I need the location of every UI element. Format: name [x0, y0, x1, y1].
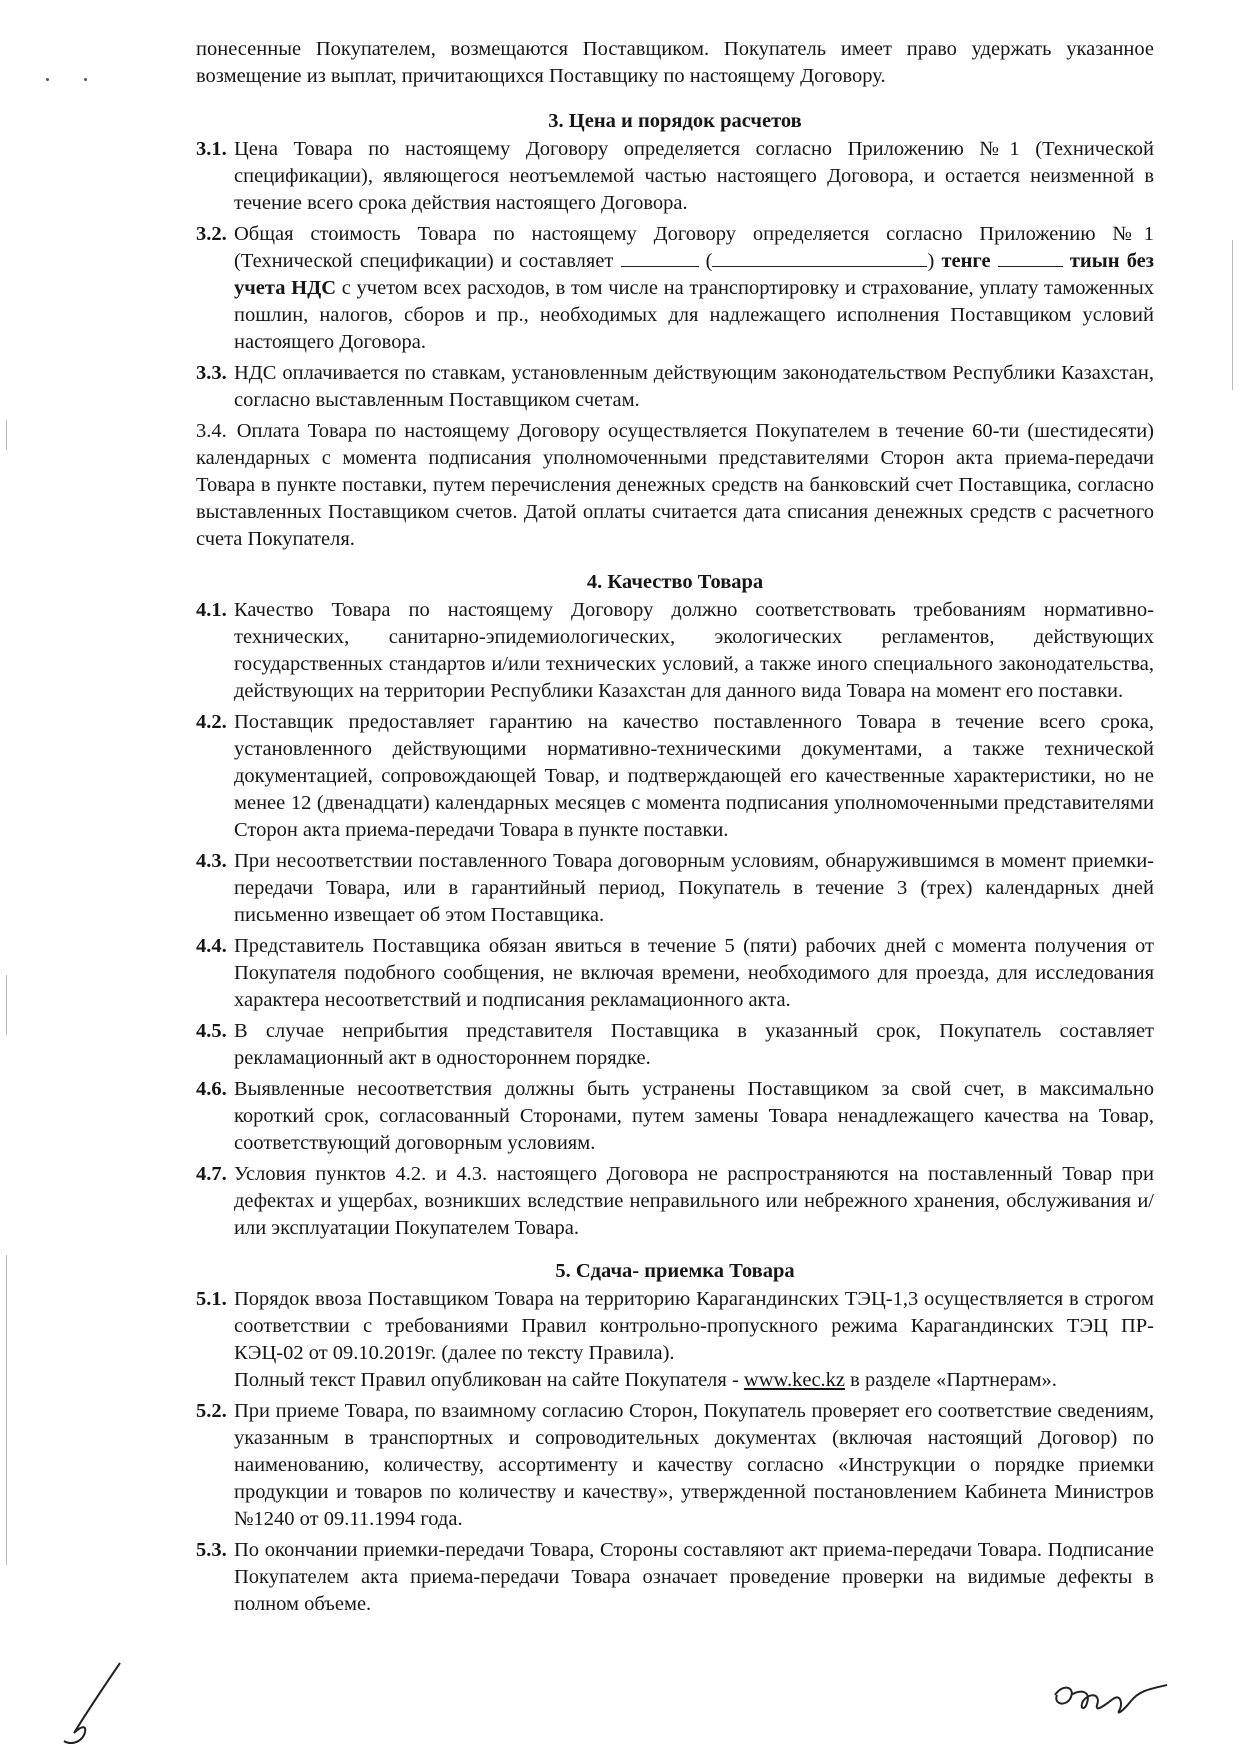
clause-text: Порядок ввоза Поставщиком Товара на территорию Карагандинских ТЭЦ-1,3 осуществляется в строгом соответствии с требованиями Правил контрольно-пропускного режима Карагандинских ТЭЦ ПР-КЭЦ-02 от 09.10.2019г. (далее по тексту Правила). — [234, 1288, 1154, 1364]
clause-text: Поставщик предоставляет гарантию на качество поставленного Товара в течение всего срока, установленного действующими нормативно-техническими документами, а также технической документацией, сопровождающей Товар, и подтверждающей его качественные характеристики, но не менее 12 (двенадцати) календарных месяцев с момента подписания уполномоченными представителями Сторон акта приема-передачи Товара в пункте поставки. — [234, 711, 1154, 841]
scan-dot — [84, 78, 87, 81]
scan-dot — [46, 78, 49, 81]
clause-number: 3.4. — [196, 420, 227, 442]
clause-4-6 — [196, 1076, 1154, 1157]
clause-4-7 — [196, 1161, 1154, 1242]
clause-text-cont: с учетом всех расходов, в том числе на транспортировку и страхование, уплату таможенных пошлин, налогов, сборов и пр., необходимых для надлежащего исполнения Поставщиком условий настоящего Договора. — [234, 277, 1154, 353]
clause-text: Условия пунктов 4.2. и 4.3. настоящего Договора не распространяются на поставленный Товар при дефектах и ущербах, возникших вследствие неправильного или небрежного хранения, обслуживания и/или эксплуатации Покупателем Товара. — [234, 1163, 1154, 1239]
clause-text: При несоответствии поставленного Товара договорным условиям, обнаружившимся в момент приемки-передачи Товара, или в гарантийный период, Покупатель в течение 3 (трех) календарных дней письменно извещает об этом Поставщика. — [234, 850, 1154, 926]
signature-left — [60, 1655, 130, 1750]
clause-4-1 — [196, 597, 1154, 705]
section-title: 3. Цена и порядок расчетов — [548, 110, 802, 132]
note-text: Полный текст Правил опубликован на сайте Покупателя - — [234, 1369, 739, 1391]
clause-number: 4.7. — [196, 1163, 227, 1185]
vat-note: тиын без учета НДС — [234, 250, 1155, 299]
clause-number: 4.5. — [196, 1020, 227, 1042]
clause-text: В случае неприбытия представителя Поставщика в указанный срок, Покупатель составляет рекламационный акт в одностороннем порядке. — [234, 1020, 1154, 1069]
clause-5-2 — [196, 1398, 1154, 1533]
clause-number: 3.1. — [196, 138, 227, 160]
section-title: 4. Качество Товара — [586, 571, 764, 593]
website-link[interactable]: www.kec.kz — [743, 1369, 846, 1391]
clause-3-3 — [196, 360, 1154, 414]
clause-note — [234, 1367, 1154, 1394]
clause-text: Общая стоимость Товара по настоящему Договору определяется согласно Приложению №1 (Технической спецификации) и составляет — [234, 223, 1154, 272]
amount-words-blank — [712, 248, 927, 267]
clause-text: При приеме Товара, по взаимному согласию Сторон, Покупатель проверяет его соответствие сведениям, указанным в транспортных и сопроводительных документах (включая настоящий Договор) по наименованию, количеству, ассортименту и качеству согласно «Инструкции о порядке приемки продукции и товаров по количеству и качеству», утвержденной постановлением Кабинета Министров №1240 от 09.11.1994 года. — [234, 1400, 1154, 1530]
section-quality — [196, 569, 1154, 1242]
clause-4-5 — [196, 1018, 1154, 1072]
amount-blank — [621, 248, 699, 267]
currency-label: тенге — [941, 250, 991, 272]
clause-number: 4.3. — [196, 850, 227, 872]
clause-number: 5.1. — [196, 1288, 227, 1310]
clause-number: 4.4. — [196, 935, 227, 957]
clause-number: 3.2. — [196, 223, 227, 245]
clause-number: 5.2. — [196, 1400, 227, 1422]
document-body — [196, 36, 1154, 1634]
scan-margin-mark — [1232, 240, 1233, 390]
section-title: 5. Сдача- приемка Товара — [555, 1260, 795, 1282]
clause-number: 4.1. — [196, 599, 227, 621]
clause-text: Качество Товара по настоящему Договору должно соответствовать требованиям нормативно-технических, санитарно-эпидемиологических, экологических регламентов, действующих государственных стандартов и/или технических условий, а также иного специального законодательства, действующих на территории Республики Казахстан для данного вида Товара на момент его поставки. — [234, 599, 1154, 702]
clause-text: НДС оплачивается по ставкам, установленным действующим законодательством Республики Казахстан, согласно выставленным Поставщиком счетам. — [234, 362, 1154, 411]
clause-text: По окончании приемки-передачи Товара, Стороны составляют акт приема-передачи Товара. Подписание Покупателем акта приема-передачи Товара означает проведение проверки на видимые дефекты в полном объеме. — [234, 1539, 1154, 1615]
note-text-cont: в разделе «Партнерам». — [850, 1369, 1057, 1391]
scan-margin-mark — [6, 975, 7, 1035]
clause-4-2 — [196, 709, 1154, 844]
clause-5-3 — [196, 1537, 1154, 1618]
clause-3-4 — [196, 418, 1154, 553]
tiyn-blank — [998, 248, 1063, 267]
clause-number: 3.3. — [196, 362, 227, 384]
clause-number: 5.3. — [196, 1539, 227, 1561]
clause-text: Выявленные несоответствия должны быть устранены Поставщиком за свой счет, в максимально короткий срок, согласованный Сторонами, путем замены Товара ненадлежащего качества на Товар, соответствующий договорным условиям. — [234, 1078, 1154, 1154]
scan-margin-mark — [6, 1255, 7, 1565]
clause-number: 4.2. — [196, 711, 227, 733]
intro-paragraph: понесенные Покупателем, возмещаются Поставщиком. Покупатель имеет право удержать указанное возмещение из выплат, причитающихся Поставщику по настоящему Договору. — [196, 38, 1154, 87]
clause-text: Цена Товара по настоящему Договору определяется согласно Приложению №1 (Технической спецификации), являющегося неотъемлемой частью настоящего Договора, и остается неизменной в течение всего срока действия настоящего Договора. — [234, 138, 1154, 214]
section-price — [196, 108, 1154, 553]
clause-3-2: 3.2. Общая стоимость Товара по настоящему Договору определяется согласно Приложению №1 (Технической спецификации) и составляет ( ) тенге тиын без учета НДС с учетом всех расходов, в том числе на транспортировку и страхование, уплату таможенных пошлин, налогов, сборов и пр., необходимых для надлежащего исполнения Поставщиком условий настоящего Договора. — [196, 223, 1155, 353]
section-acceptance — [196, 1258, 1154, 1618]
scan-margin-mark — [6, 420, 7, 450]
clause-text: Оплата Товара по настоящему Договору осуществляется Покупателем в течение 60-ти (шестидесяти) календарных с момента подписания уполномоченными представителями Сторон акта приема-передачи Товара в пункте поставки, путем перечисления денежных средств на банковский счет Поставщика, согласно выставленных Поставщиком счетов. Датой оплаты считается дата списания денежных средств с расчетного счета Покупателя. — [196, 420, 1154, 550]
clause-number: 4.6. — [196, 1078, 227, 1100]
clause-text: Представитель Поставщика обязан явиться в течение 5 (пяти) рабочих дней с момента получения от Покупателя подобного сообщения, не включая времени, необходимого для проезда, для исследования характера несоответствий и подписания рекламационного акта. — [234, 935, 1154, 1011]
clause-3-1 — [196, 136, 1154, 217]
clause-5-1 — [196, 1286, 1154, 1394]
clause-4-4 — [196, 933, 1154, 1014]
clause-4-3 — [196, 848, 1154, 929]
signature-right — [1035, 1665, 1185, 1735]
